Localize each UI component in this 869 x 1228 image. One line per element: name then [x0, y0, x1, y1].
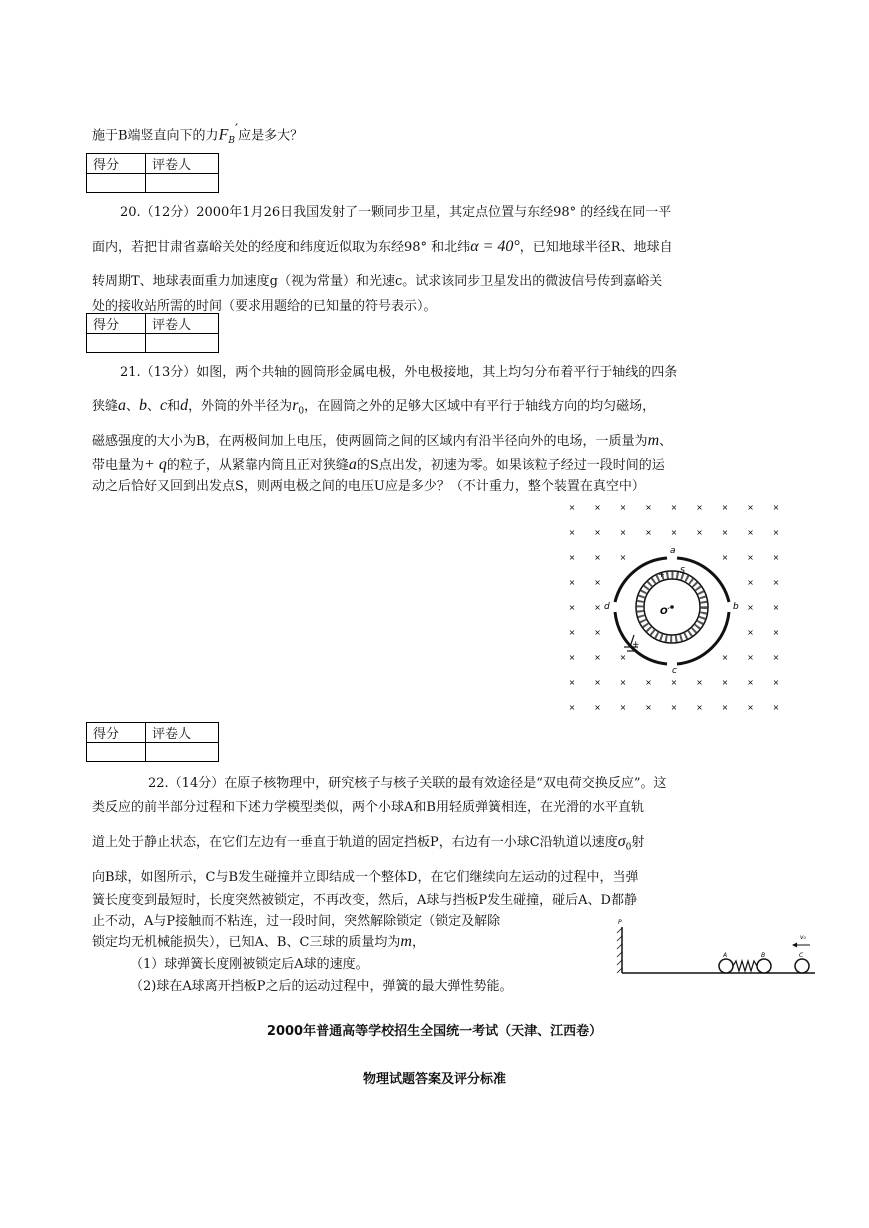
field-x-mark: ×	[747, 628, 754, 637]
field-x-mark: ×	[696, 678, 703, 687]
ball-a	[719, 959, 733, 973]
field-x-mark: ×	[747, 503, 754, 512]
q21-line-4b: 的粒子，从紧靠内筒且正对狭缝	[166, 458, 349, 473]
field-x-mark: ×	[568, 528, 576, 537]
ball-b	[757, 959, 771, 973]
field-x-mark: ×	[721, 528, 729, 537]
q20-line-2b: ，已知地球半径R、地球自	[519, 240, 673, 255]
sep: 、	[147, 399, 161, 414]
score-table-1	[86, 153, 219, 193]
field-x-mark: ×	[594, 628, 601, 637]
field-x-mark: ×	[568, 703, 576, 712]
spring-balls-figure	[612, 915, 817, 975]
q21-line-4a: 带电量为	[92, 458, 145, 473]
score-label: 得分	[87, 314, 146, 334]
field-x-mark: ×	[594, 503, 601, 512]
force-subscript: B	[228, 135, 235, 146]
field-x-mark: ×	[645, 528, 652, 537]
score-label: 得分	[87, 154, 146, 174]
radius-symbol: r	[292, 397, 299, 414]
score-label: 得分	[87, 723, 146, 743]
field-x-mark: ×	[619, 653, 627, 662]
field-x-mark: ×	[670, 503, 678, 512]
label-s: S	[680, 566, 686, 575]
mass-symbol: m	[647, 432, 660, 449]
grader-label: 评卷人	[146, 314, 219, 334]
velocity-subscript: 0	[625, 842, 632, 853]
field-x-mark: ×	[619, 528, 627, 537]
field-x-mark: ×	[619, 503, 627, 512]
label-c: c	[672, 666, 677, 676]
field-x-mark: ×	[747, 678, 754, 687]
field-x-mark: ×	[772, 603, 780, 612]
charge-symbol: + q	[144, 456, 167, 473]
grader-cell	[146, 743, 219, 762]
label-o: O′	[660, 607, 671, 617]
grader-cell	[146, 174, 219, 193]
ball-c	[795, 959, 809, 973]
field-x-mark: ×	[721, 553, 729, 562]
field-x-mark: ×	[594, 603, 601, 612]
field-x-mark: ×	[568, 503, 576, 512]
arrow-head-icon	[792, 943, 797, 948]
field-x-mark: ×	[568, 553, 576, 562]
field-x-mark: ×	[772, 628, 780, 637]
field-x-mark: ×	[670, 678, 678, 687]
field-x-mark: ×	[568, 678, 576, 687]
q20-line-4: 处的接收站所需的时间（要求用题给的已知量的符号表示）。	[92, 299, 437, 314]
field-x-mark: ×	[670, 703, 678, 712]
field-x-mark: ×	[568, 603, 576, 612]
q22-sub-1: （1）球弹簧长度刚被锁定后A球的速度。	[130, 957, 369, 972]
field-x-mark: ×	[645, 703, 652, 712]
label-a: a	[670, 546, 676, 556]
q21-line-2c: ，在圆筒之外的足够大区域中有平行于轴线方向的均匀磁场，	[304, 399, 656, 414]
q21-line-5: 动之后恰好又回到出发点S，则两电极之间的电压U应是多少？（不计重力，整个装置在真空中）	[92, 479, 645, 494]
field-x-mark: ×	[594, 678, 601, 687]
field-x-mark: ×	[772, 703, 780, 712]
field-x-mark: ×	[619, 703, 627, 712]
cylinder-field-figure	[560, 495, 785, 715]
and: 和	[167, 399, 181, 414]
label-c: C	[799, 952, 804, 959]
field-x-mark: ×	[594, 553, 601, 562]
field-x-mark: ×	[594, 703, 601, 712]
outer-electrode-arc	[677, 558, 729, 602]
field-x-mark: ×	[594, 578, 601, 587]
spring	[733, 961, 757, 971]
field-x-mark: ×	[721, 678, 729, 687]
q21-line-2a: 狭缝	[92, 399, 119, 414]
field-x-mark: ×	[721, 653, 729, 662]
field-x-mark: ×	[772, 578, 780, 587]
field-x-mark: ×	[772, 553, 780, 562]
field-x-mark: ×	[594, 528, 601, 537]
q22-line-7b: ，	[411, 935, 425, 950]
field-x-mark: ×	[568, 653, 576, 662]
answer-title: 2000年普通高等学校招生全国统一考试（天津、江西卷）	[266, 1024, 603, 1039]
field-x-mark: ×	[772, 503, 780, 512]
q21-line-4c: 的S点出发，初速为零。如果该粒子经过一段时间的运	[356, 458, 665, 473]
q21-line-2b: ，外筒的外半径为	[188, 399, 293, 414]
label-d: d	[604, 602, 610, 612]
field-x-mark: ×	[568, 578, 576, 587]
label-b: b	[733, 602, 739, 612]
q21-line-1: 21.（13分）如图，两个共轴的圆筒形金属电极，外电极接地，其上均匀分布着平行于轴线的四条	[120, 365, 678, 380]
q21-line-4	[92, 454, 665, 474]
field-x-mark: ×	[772, 653, 780, 662]
score-cell	[87, 334, 146, 353]
field-x-mark: ×	[670, 528, 678, 537]
q21-line-3b: 、	[659, 434, 673, 449]
field-x-mark: ×	[747, 703, 754, 712]
label-plus-ground: +	[632, 640, 640, 650]
field-x-mark: ×	[747, 653, 754, 662]
grader-label: 评卷人	[146, 723, 219, 743]
field-x-mark: ×	[619, 553, 627, 562]
q22-sub-2: （2)球在A球离开挡板P之后的运动过程中，弹簧的最大弹性势能。	[130, 979, 513, 994]
score-cell	[87, 174, 146, 193]
sep: 、	[126, 399, 140, 414]
force-prime: ′	[234, 122, 239, 138]
field-x-mark: ×	[747, 553, 754, 562]
mass-symbol: m	[400, 933, 412, 950]
q22-line-3a: 道上处于静止状态，在它们左边有一垂直于轨道的固定挡板P，右边有一小球C沿轨道以速度	[92, 835, 618, 850]
field-x-mark: ×	[772, 678, 780, 687]
slit-c: c	[160, 397, 168, 414]
grader-label: 评卷人	[146, 154, 219, 174]
field-x-mark: ×	[568, 628, 576, 637]
q22-line-7a: 锁定均无机械能损失），已知A、B、C三球的质量均为	[92, 935, 401, 950]
q20-line-2a: 面内，若把甘肃省嘉峪关处的经度和纬度近似取为东经98° 和北纬	[92, 240, 471, 255]
magnetic-field-marks	[569, 503, 780, 712]
radius-subscript: 0	[298, 406, 305, 417]
field-x-mark: ×	[721, 503, 729, 512]
label-a: A	[723, 952, 728, 959]
answer-subtitle: 物理试题答案及评分标准	[362, 1072, 506, 1087]
field-x-mark: ×	[747, 603, 754, 612]
q22-line-3	[92, 831, 644, 853]
velocity-symbol: σ	[617, 833, 626, 850]
q22-line-7	[92, 931, 425, 951]
label-b: B	[761, 952, 766, 959]
score-cell	[87, 743, 146, 762]
score-table-2	[86, 313, 219, 353]
field-x-mark: ×	[772, 528, 780, 537]
slit-b: b	[139, 397, 148, 414]
field-x-mark: ×	[747, 528, 754, 537]
q19-text-end: 应是多大？	[238, 128, 304, 144]
force-symbol: F	[218, 126, 229, 144]
q22-line-3b: 射	[631, 835, 645, 850]
q22-line-4: 向B球，如图所示，C与B发生碰撞并立即结成一个整体D，在它们继续向左运动的过程中，当弹	[92, 870, 639, 885]
label-p: P	[618, 919, 622, 926]
label-plus: +	[658, 570, 665, 579]
q21-line-3	[92, 430, 672, 450]
grader-cell	[146, 334, 219, 353]
field-x-mark: ×	[696, 528, 703, 537]
axis-point	[670, 605, 674, 609]
field-x-mark: ×	[696, 703, 703, 712]
slit-a-ref: a	[348, 456, 357, 473]
latitude-math: α = 40°	[470, 238, 520, 255]
field-x-mark: ×	[645, 678, 652, 687]
field-x-mark: ×	[721, 703, 729, 712]
q20-line-3: 转周期T、地球表面重力加速度g（视为常量）和光速c。试求该同步卫星发出的微波信号传到嘉峪关	[92, 274, 663, 289]
q19-tail-line	[92, 122, 303, 146]
q22-line-6: 止不动，A与P接触而不粘连，过一段时间，突然解除锁定（锁定及解除	[92, 914, 501, 929]
slit-a: a	[118, 397, 127, 414]
field-x-mark: ×	[594, 653, 601, 662]
q22-line-2: 类反应的前半部分过程和下述力学模型类似，两个小球A和B用轻质弹簧相连，在光滑的水平直轨	[92, 800, 644, 815]
field-x-mark: ×	[747, 578, 754, 587]
q22-line-1: 22.（14分）在原子核物理中，研究核子与核子关联的最有效途径是“双电荷交换反应”。这	[148, 776, 667, 791]
q20-line-2	[92, 236, 673, 256]
field-x-mark: ×	[645, 503, 652, 512]
score-table-3	[86, 722, 219, 762]
q20-line-1: 20.（12分）2000年1月26日我国发射了一颗同步卫星，其定点位置与东经98° 的经线在同一平	[120, 205, 672, 220]
q19-text: 施于B端竖直向下的力	[92, 128, 219, 144]
field-x-mark: ×	[619, 678, 627, 687]
q21-line-3a: 磁感强度的大小为B，在两极间加上电压，使两圆筒之间的区域内有沿半径向外的电场，一质量为	[92, 434, 648, 449]
field-x-mark: ×	[696, 503, 703, 512]
slit-d: d	[180, 397, 189, 414]
q21-line-2	[92, 395, 655, 417]
label-v: v₀	[800, 934, 806, 941]
q22-line-5: 簧长度变到最短时，长度突然被锁定，不再改变，然后，A球与挡板P发生碰撞，碰后A、D都静	[92, 893, 637, 908]
